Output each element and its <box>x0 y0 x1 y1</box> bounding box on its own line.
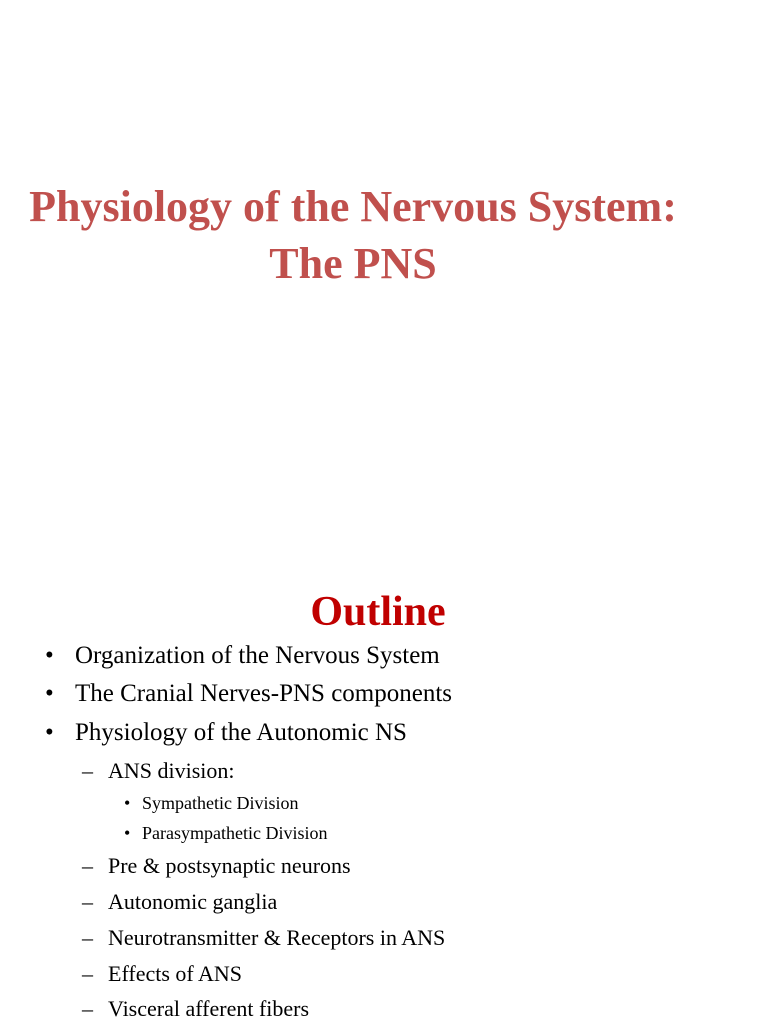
list-item <box>82 888 278 916</box>
dash-marker: – <box>82 925 93 950</box>
outline-title: Outline <box>310 589 446 635</box>
list-item <box>82 757 235 785</box>
list-item-text: Neurotransmitter & Receptors in ANS <box>108 925 446 950</box>
outline-slide <box>0 560 768 1024</box>
list-item <box>82 960 243 988</box>
bullet-marker: • <box>45 680 54 707</box>
dash-marker: – <box>82 961 93 986</box>
list-item <box>82 995 310 1023</box>
list-item <box>124 792 299 814</box>
list-item-text: Organization of the Nervous System <box>75 642 440 669</box>
slide-title <box>0 178 706 292</box>
bullet-marker: • <box>45 642 54 669</box>
list-item-text: ANS division: <box>108 758 235 783</box>
list-item <box>82 852 351 880</box>
list-item-text: Visceral afferent fibers <box>108 996 310 1021</box>
slide-title-line-2: The PNS <box>269 239 437 288</box>
list-item <box>82 924 446 952</box>
dash-marker: – <box>82 889 93 914</box>
list-item <box>45 679 453 709</box>
list-item-text: Effects of ANS <box>108 961 243 986</box>
list-item <box>45 718 407 748</box>
dash-marker: – <box>82 853 93 878</box>
bullet-marker: • <box>45 719 54 746</box>
bullet-marker: • <box>124 823 131 843</box>
dash-marker: – <box>82 758 93 783</box>
list-item <box>124 822 328 844</box>
slide-title-line-1: Physiology of the Nervous System: <box>29 182 677 231</box>
list-item-text: Autonomic ganglia <box>108 889 278 914</box>
list-item <box>45 641 440 671</box>
dash-marker: – <box>82 996 93 1021</box>
list-item-text: Pre & postsynaptic neurons <box>108 853 351 878</box>
list-item-text: The Cranial Nerves-PNS components <box>75 680 453 707</box>
bullet-marker: • <box>124 793 131 813</box>
list-item-text: Sympathetic Division <box>142 793 299 813</box>
list-item-text: Physiology of the Autonomic NS <box>75 719 407 746</box>
list-item-text: Parasympathetic Division <box>142 823 328 843</box>
